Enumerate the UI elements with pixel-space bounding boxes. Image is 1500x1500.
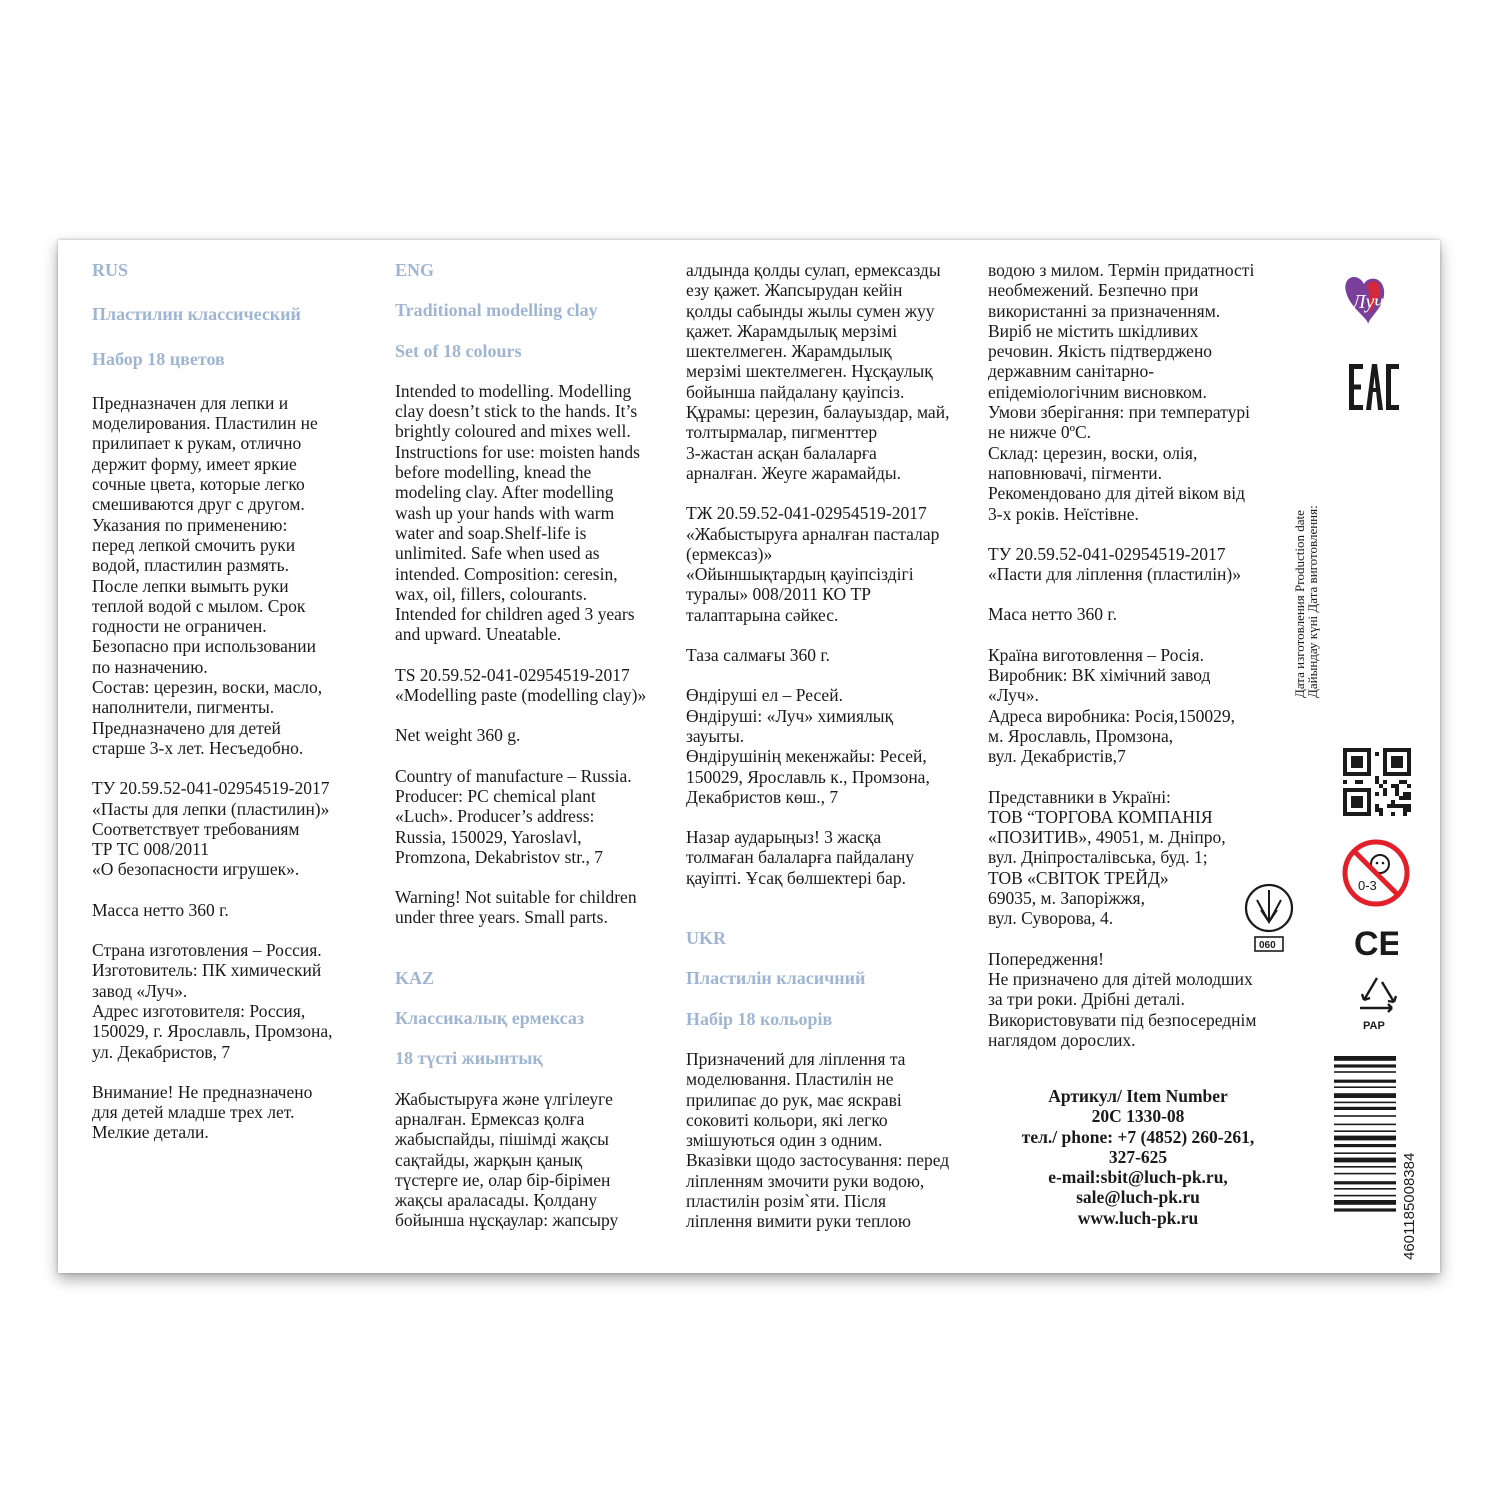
ce-mark-icon — [1354, 924, 1398, 960]
producer-rus: Страна изготовления – Россия. Изготовитель: ПК химический завод «Луч». Адрес изготовителя: Россия, 150029, г. Ярославль, Промзона, ул. Декабристов, 7 — [92, 940, 333, 1062]
producer-ukr: Країна виготовлення – Росія. Виробник: ВК хімічний завод «Луч». Адреса виробника: Росія,150029, м. Ярославль, Промзона, вул. Декабристів,7 — [988, 644, 1236, 767]
set-subtitle-kaz: 18 түсті жиынтық — [395, 1048, 543, 1069]
product-title-rus: Пластилин классический — [92, 304, 301, 325]
barcode-number: 4601185008384 — [1401, 1152, 1418, 1260]
recycle-code: PAP — [1363, 1020, 1385, 1032]
set-subtitle-eng: Set of 18 colours — [395, 340, 522, 361]
package-back-panel — [58, 240, 1440, 1273]
warning-ukr: Попередження! Не призначено для дітей молодших за три роки. Дрібні деталі. Використовувати під безпосереднім наглядом дорослих. — [988, 948, 1257, 1050]
age-range-text: 0-3 — [1358, 878, 1377, 893]
article-label: Артикул/ Item Number — [1048, 1086, 1228, 1106]
lang-heading-ukr: UKR — [686, 928, 726, 949]
production-date-label — [1290, 470, 1318, 700]
standard-rus: ТУ 20.59.52-041-02954519-2017 «Пасты для лепки (пластилин)» Соответствует требованиям ТР ТС 008/2011 «О безопасности игрушек». — [92, 778, 330, 880]
luch-logo-icon — [1328, 262, 1400, 334]
qr-code-icon — [1343, 748, 1411, 816]
age-restriction-icon — [1341, 838, 1411, 908]
barcode — [1332, 1052, 1418, 1267]
warning-rus: Внимание! Не предназначено для детей младше трех лет. Мелкие детали. — [92, 1081, 313, 1143]
set-subtitle-ukr: Набір 18 кольорів — [686, 1008, 833, 1029]
description-eng: Intended to modelling. Modelling clay doesn’t stick to the hands. It’s brightly coloured and mixes well. Instructions for use: moisten hands before modelling, knead the modeling clay. After modelling wash up your hands with warm water and soap.Shelf-life is unlimited. Safe when used as intended. Composition: ceresin, wax, oil, fillers, colourants. Intended for children aged 3 years and upward. Uneatable. — [395, 380, 640, 645]
product-title-kaz: Классикалық ермексаз — [395, 1008, 585, 1029]
product-title-eng: Traditional modelling clay — [395, 300, 598, 321]
eac-mark-icon — [1348, 362, 1400, 412]
representatives-ukr: Представники в Україні: ТОВ “ТОРГОВА КОМПАНІЯ «ПОЗИТИВ», 49051, м. Дніпро, вул. Дніпросталівська, буд. 1; ТОВ «СВІТОК ТРЕЙД» 69035, м. Запоріжжя, вул. Суворова, 4. — [988, 786, 1226, 929]
recycle-pap-icon — [1352, 974, 1402, 1032]
set-subtitle-rus: Набор 18 цветов — [92, 348, 225, 369]
production-date-line-2: Дайындау күні Дата виготовлення: — [1305, 505, 1320, 698]
column-rus — [92, 260, 392, 1143]
description-kaz-continued: алдында қолды сулап, ермексазды езу қажет. Жапсырудан кейін қолды сабынды жылы сумен жуу қажет. Жарамдылық мерзімі шектелмеген. Жарамдылық мерзімі шектелмеген. Нұсқаулық бойынша пайдалану қауіпсіз. Құрамы: церезин, балауыздар, май, толтырмалар, пигменттер 3-жастан асқан балаларға арналған. Жеуге жарамайды. — [686, 260, 950, 483]
description-rus: Предназначен для лепки и моделирования. Пластилин не прилипает к рукам, отлично держит форму, имеет яркие сочные цвета, которые легко смешиваются друг с другом. Указания по применению: перед лепкой смочить руки водой, пластилин размять. После лепки вымыть руки теплой водой с мылом. Срок годности не ограничен. Безопасно при использовании по назначению. Состав: церезин, воски, масло, наполнители, пигменты. Предназначено для детей старше 3-х лет. Несъедобно. — [92, 392, 323, 758]
website-link[interactable]: www.luch-pk.ru — [1077, 1207, 1199, 1228]
lang-heading-eng: ENG — [395, 260, 435, 280]
producer-kaz: Өндіруші ел – Ресей. Өндіруші: «Луч» химиялық зауыты. Өндірушінің мекенжайы: Ресей, 150029, Ярославль к., Промзона, Декабристов көш., 7 — [686, 685, 930, 807]
product-title-ukr: Пластилін класичний — [686, 968, 866, 989]
logo-text: Луч — [1352, 291, 1384, 313]
production-date-line-1: Дата изготовления Production date — [1292, 510, 1307, 698]
description-ukr-start: Призначений для ліплення та моделювання. Пластилін не прилипає до рук, має яскраві соковиті кольори, які легко змішуються один з одним. Вказівки щодо застосування: перед ліпленням змочити руки водою, пластилін розім`яти. Після ліплення вимити руки теплою — [686, 1048, 950, 1232]
luch-logo — [1328, 262, 1400, 334]
column-kaz — [686, 260, 982, 1232]
standard-eng: TS 20.59.52-041-02954519-2017 «Modelling paste (modelling clay)» — [395, 664, 647, 706]
contacts-block — [978, 1086, 1298, 1228]
column-eng — [395, 260, 687, 1231]
warning-kaz: Назар аударыңыз! 3 жасқа толмаған балаларға пайдалану қауіпті. Ұсақ бөлшектері бар. — [686, 827, 915, 888]
description-kaz-start: Жабыстыруға және үлгілеуге арналған. Ермексаз қолға жабыспайды, пішімді жақсы сақтайды, жарқын қанық түстерге ие, олар бір-бірімен жақсы араласады. Қолдану бойынша нұсқаулар: жапсыру — [395, 1088, 619, 1231]
lang-heading-kaz: KAZ — [395, 967, 435, 988]
warning-eng: Warning! Not suitable for children under three years. Small parts. — [395, 887, 637, 928]
lang-heading-rus: RUS — [92, 260, 129, 280]
article-code: 20С 1330-08 — [1091, 1106, 1185, 1127]
net-weight-eng: Net weight 360 g. — [395, 725, 521, 746]
net-weight-rus: Масса нетто 360 г. — [92, 899, 229, 920]
ukr-mark-code: 060 — [1259, 940, 1276, 951]
email-line: e-mail:sbit@luch-pk.ru, — [1048, 1167, 1228, 1188]
producer-eng: Country of manufacture – Russia. Producer: PC chemical plant «Luch». Producer’s address: Russia, 150029, Yaroslavl, Promzona, Dekabristov str., 7 — [395, 765, 632, 867]
ce-mark-text: CE — [1354, 925, 1398, 960]
description-ukr-continued: водою з милом. Термін придатності необмежений. Безпечно при використанні за призначенням. Виріб не містить шкідливих речовин. Якість підтверджено державним санітарно- епідеміологічним висновком. Умови зберігання: при температурі не нижче 0ºС. Склад: церезин, воски, олія, наповнювачі, пігменти. Рекомендовано для дітей віком від 3-х років. Неїстівне. — [988, 260, 1255, 524]
phone-line-2: 327-625 — [1108, 1146, 1168, 1167]
ukr-conformity-mark-icon — [1243, 880, 1295, 955]
net-weight-ukr: Маса нетто 360 г. — [988, 604, 1117, 625]
email-line-2: sale@luch-pk.ru — [1076, 1187, 1200, 1208]
net-weight-kaz: Таза салмағы 360 г. — [686, 645, 830, 666]
standard-ukr: ТУ 20.59.52-041-02954519-2017 «Пасти для ліплення (пластилін)» — [988, 543, 1241, 585]
phone-line: тел./ phone: +7 (4852) 260-261, — [1021, 1126, 1255, 1147]
standard-kaz: ТЖ 20.59.52-041-02954519-2017 «Жабыстыруға арналған пасталар (ермексаз)» «Ойыншықтардың қауіпсіздігі туралы» 008/2011 КО ТР талаптарына сәйкес. — [686, 503, 940, 625]
